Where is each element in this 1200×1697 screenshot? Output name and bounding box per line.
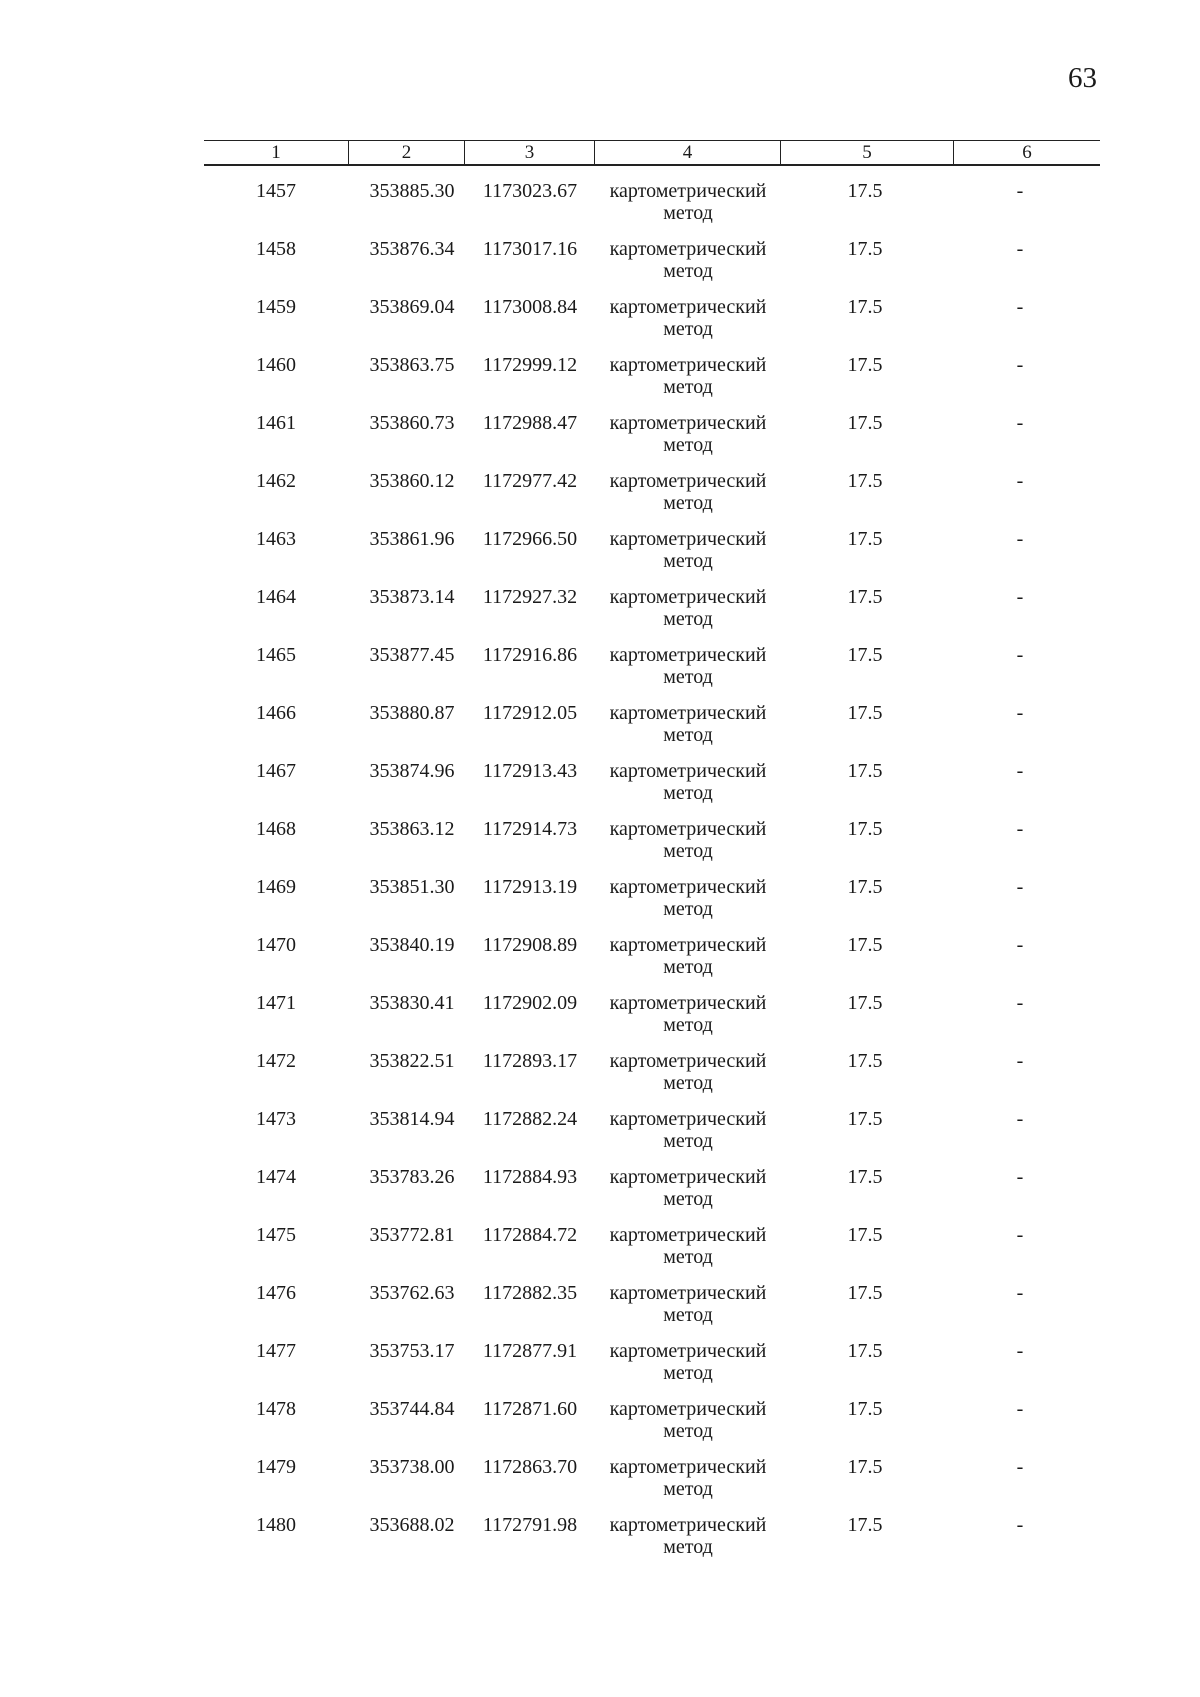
note-cell: - bbox=[1016, 702, 1024, 724]
accuracy-value-cell: 17.5 bbox=[847, 180, 883, 202]
table-row bbox=[0, 644, 1200, 700]
table-row bbox=[0, 1166, 1200, 1222]
table-row bbox=[0, 238, 1200, 294]
coordinate-x-cell: 353822.51 bbox=[369, 1050, 455, 1072]
coordinate-y-cell: 1173017.16 bbox=[482, 238, 578, 260]
method-cell: картометрический метод bbox=[609, 1398, 767, 1442]
accuracy-value-cell: 17.5 bbox=[847, 992, 883, 1014]
method-cell: картометрический метод bbox=[609, 1282, 767, 1326]
coordinate-x-cell: 353814.94 bbox=[369, 1108, 455, 1130]
coordinate-x-cell: 353873.14 bbox=[369, 586, 455, 608]
table-row bbox=[0, 1456, 1200, 1512]
coordinate-x-cell: 353885.30 bbox=[369, 180, 455, 202]
point-number-cell: 1458 bbox=[256, 238, 296, 260]
method-cell: картометрический метод bbox=[609, 702, 767, 746]
note-cell: - bbox=[1016, 296, 1024, 318]
note-cell: - bbox=[1016, 760, 1024, 782]
note-cell: - bbox=[1016, 354, 1024, 376]
method-cell: картометрический метод bbox=[609, 354, 767, 398]
coordinate-x-cell: 353877.45 bbox=[369, 644, 455, 666]
coordinate-y-cell: 1172893.17 bbox=[482, 1050, 578, 1072]
point-number-cell: 1475 bbox=[256, 1224, 296, 1246]
coordinate-y-cell: 1172977.42 bbox=[482, 470, 578, 492]
point-number-cell: 1462 bbox=[256, 470, 296, 492]
table-row bbox=[0, 1514, 1200, 1570]
column-header-2: 2 bbox=[348, 141, 464, 164]
accuracy-value-cell: 17.5 bbox=[847, 1050, 883, 1072]
note-cell: - bbox=[1016, 1224, 1024, 1246]
point-number-cell: 1474 bbox=[256, 1166, 296, 1188]
coordinate-y-cell: 1172966.50 bbox=[482, 528, 578, 550]
coordinate-x-cell: 353851.30 bbox=[369, 876, 455, 898]
accuracy-value-cell: 17.5 bbox=[847, 1166, 883, 1188]
point-number-cell: 1480 bbox=[256, 1514, 296, 1536]
point-number-cell: 1476 bbox=[256, 1282, 296, 1304]
point-number-cell: 1459 bbox=[256, 296, 296, 318]
method-cell: картометрический метод bbox=[609, 1340, 767, 1384]
coordinate-y-cell: 1172988.47 bbox=[482, 412, 578, 434]
accuracy-value-cell: 17.5 bbox=[847, 1456, 883, 1478]
note-cell: - bbox=[1016, 1166, 1024, 1188]
method-cell: картометрический метод bbox=[609, 644, 767, 688]
coordinate-y-cell: 1172999.12 bbox=[482, 354, 578, 376]
coordinate-y-cell: 1172913.19 bbox=[482, 876, 578, 898]
point-number-cell: 1477 bbox=[256, 1340, 296, 1362]
coordinate-x-cell: 353860.12 bbox=[369, 470, 455, 492]
point-number-cell: 1470 bbox=[256, 934, 296, 956]
coordinate-x-cell: 353783.26 bbox=[369, 1166, 455, 1188]
coordinate-y-cell: 1172791.98 bbox=[482, 1514, 578, 1536]
note-cell: - bbox=[1016, 992, 1024, 1014]
point-number-cell: 1461 bbox=[256, 412, 296, 434]
method-cell: картометрический метод bbox=[609, 1050, 767, 1094]
note-cell: - bbox=[1016, 1340, 1024, 1362]
accuracy-value-cell: 17.5 bbox=[847, 470, 883, 492]
method-cell: картометрический метод bbox=[609, 818, 767, 862]
method-cell: картометрический метод bbox=[609, 1166, 767, 1210]
point-number-cell: 1465 bbox=[256, 644, 296, 666]
coordinate-x-cell: 353874.96 bbox=[369, 760, 455, 782]
coordinate-y-cell: 1173023.67 bbox=[482, 180, 578, 202]
coordinate-x-cell: 353860.73 bbox=[369, 412, 455, 434]
table-row bbox=[0, 470, 1200, 526]
accuracy-value-cell: 17.5 bbox=[847, 1224, 883, 1246]
coordinate-y-cell: 1172916.86 bbox=[482, 644, 578, 666]
coordinate-y-cell: 1172913.43 bbox=[482, 760, 578, 782]
table-header bbox=[204, 140, 1100, 166]
coordinate-y-cell: 1172882.35 bbox=[482, 1282, 578, 1304]
accuracy-value-cell: 17.5 bbox=[847, 296, 883, 318]
accuracy-value-cell: 17.5 bbox=[847, 1398, 883, 1420]
table-row bbox=[0, 296, 1200, 352]
note-cell: - bbox=[1016, 1514, 1024, 1536]
note-cell: - bbox=[1016, 818, 1024, 840]
table-row bbox=[0, 702, 1200, 758]
note-cell: - bbox=[1016, 238, 1024, 260]
coordinate-y-cell: 1172912.05 bbox=[482, 702, 578, 724]
method-cell: картометрический метод bbox=[609, 180, 767, 224]
column-header-3: 3 bbox=[464, 141, 594, 164]
point-number-cell: 1460 bbox=[256, 354, 296, 376]
accuracy-value-cell: 17.5 bbox=[847, 702, 883, 724]
point-number-cell: 1464 bbox=[256, 586, 296, 608]
coordinate-y-cell: 1172884.93 bbox=[482, 1166, 578, 1188]
table-row bbox=[0, 1224, 1200, 1280]
accuracy-value-cell: 17.5 bbox=[847, 818, 883, 840]
accuracy-value-cell: 17.5 bbox=[847, 412, 883, 434]
coordinate-x-cell: 353863.12 bbox=[369, 818, 455, 840]
table-row bbox=[0, 354, 1200, 410]
point-number-cell: 1468 bbox=[256, 818, 296, 840]
accuracy-value-cell: 17.5 bbox=[847, 586, 883, 608]
note-cell: - bbox=[1016, 586, 1024, 608]
point-number-cell: 1479 bbox=[256, 1456, 296, 1478]
coordinate-y-cell: 1172914.73 bbox=[482, 818, 578, 840]
accuracy-value-cell: 17.5 bbox=[847, 876, 883, 898]
coordinate-x-cell: 353744.84 bbox=[369, 1398, 455, 1420]
page-number: 63 bbox=[1068, 62, 1097, 94]
coordinate-x-cell: 353738.00 bbox=[369, 1456, 455, 1478]
column-header-1: 1 bbox=[271, 142, 281, 163]
coordinate-x-cell: 353861.96 bbox=[369, 528, 455, 550]
note-cell: - bbox=[1016, 934, 1024, 956]
coordinate-y-cell: 1172927.32 bbox=[482, 586, 578, 608]
point-number-cell: 1471 bbox=[256, 992, 296, 1014]
method-cell: картометрический метод bbox=[609, 238, 767, 282]
table-row bbox=[0, 412, 1200, 468]
method-cell: картометрический метод bbox=[609, 1514, 767, 1558]
note-cell: - bbox=[1016, 1456, 1024, 1478]
accuracy-value-cell: 17.5 bbox=[847, 238, 883, 260]
note-cell: - bbox=[1016, 1398, 1024, 1420]
coordinate-x-cell: 353772.81 bbox=[369, 1224, 455, 1246]
method-cell: картометрический метод bbox=[609, 528, 767, 572]
accuracy-value-cell: 17.5 bbox=[847, 934, 883, 956]
note-cell: - bbox=[1016, 876, 1024, 898]
table-row bbox=[0, 1398, 1200, 1454]
coordinate-y-cell: 1172884.72 bbox=[482, 1224, 578, 1246]
table-row bbox=[0, 180, 1200, 236]
coordinate-y-cell: 1172863.70 bbox=[482, 1456, 578, 1478]
coordinate-y-cell: 1172871.60 bbox=[482, 1398, 578, 1420]
coordinate-x-cell: 353762.63 bbox=[369, 1282, 455, 1304]
note-cell: - bbox=[1016, 1050, 1024, 1072]
coordinate-y-cell: 1172877.91 bbox=[482, 1340, 578, 1362]
coordinate-x-cell: 353876.34 bbox=[369, 238, 455, 260]
method-cell: картометрический метод bbox=[609, 1224, 767, 1268]
accuracy-value-cell: 17.5 bbox=[847, 1108, 883, 1130]
table-row bbox=[0, 992, 1200, 1048]
table-row bbox=[0, 876, 1200, 932]
point-number-cell: 1467 bbox=[256, 760, 296, 782]
accuracy-value-cell: 17.5 bbox=[847, 1340, 883, 1362]
accuracy-value-cell: 17.5 bbox=[847, 528, 883, 550]
method-cell: картометрический метод bbox=[609, 934, 767, 978]
point-number-cell: 1466 bbox=[256, 702, 296, 724]
coordinate-x-cell: 353753.17 bbox=[369, 1340, 455, 1362]
point-number-cell: 1463 bbox=[256, 528, 296, 550]
point-number-cell: 1457 bbox=[256, 180, 296, 202]
accuracy-value-cell: 17.5 bbox=[847, 1282, 883, 1304]
table-row bbox=[0, 760, 1200, 816]
coordinate-x-cell: 353863.75 bbox=[369, 354, 455, 376]
note-cell: - bbox=[1016, 180, 1024, 202]
accuracy-value-cell: 17.5 bbox=[847, 760, 883, 782]
coordinate-x-cell: 353869.04 bbox=[369, 296, 455, 318]
column-header-4: 4 bbox=[594, 141, 780, 164]
method-cell: картометрический метод bbox=[609, 412, 767, 456]
table-row bbox=[0, 934, 1200, 990]
note-cell: - bbox=[1016, 1282, 1024, 1304]
coordinate-y-cell: 1172902.09 bbox=[482, 992, 578, 1014]
method-cell: картометрический метод bbox=[609, 296, 767, 340]
column-header-6: 6 bbox=[953, 141, 1100, 164]
table-row bbox=[0, 1108, 1200, 1164]
method-cell: картометрический метод bbox=[609, 1108, 767, 1152]
note-cell: - bbox=[1016, 528, 1024, 550]
coordinate-y-cell: 1172882.24 bbox=[482, 1108, 578, 1130]
note-cell: - bbox=[1016, 644, 1024, 666]
point-number-cell: 1473 bbox=[256, 1108, 296, 1130]
table-row bbox=[0, 1050, 1200, 1106]
table-row bbox=[0, 1282, 1200, 1338]
column-header-5: 5 bbox=[780, 141, 953, 164]
coordinate-x-cell: 353880.87 bbox=[369, 702, 455, 724]
accuracy-value-cell: 17.5 bbox=[847, 644, 883, 666]
coordinate-y-cell: 1173008.84 bbox=[482, 296, 578, 318]
point-number-cell: 1469 bbox=[256, 876, 296, 898]
accuracy-value-cell: 17.5 bbox=[847, 354, 883, 376]
table-row bbox=[0, 528, 1200, 584]
table-row bbox=[0, 818, 1200, 874]
table-row bbox=[0, 1340, 1200, 1396]
coordinate-x-cell: 353688.02 bbox=[369, 1514, 455, 1536]
note-cell: - bbox=[1016, 470, 1024, 492]
point-number-cell: 1472 bbox=[256, 1050, 296, 1072]
coordinate-x-cell: 353840.19 bbox=[369, 934, 455, 956]
method-cell: картометрический метод bbox=[609, 876, 767, 920]
note-cell: - bbox=[1016, 1108, 1024, 1130]
method-cell: картометрический метод bbox=[609, 760, 767, 804]
accuracy-value-cell: 17.5 bbox=[847, 1514, 883, 1536]
method-cell: картометрический метод bbox=[609, 470, 767, 514]
method-cell: картометрический метод bbox=[609, 586, 767, 630]
note-cell: - bbox=[1016, 412, 1024, 434]
coordinate-x-cell: 353830.41 bbox=[369, 992, 455, 1014]
coordinate-y-cell: 1172908.89 bbox=[482, 934, 578, 956]
point-number-cell: 1478 bbox=[256, 1398, 296, 1420]
table-row bbox=[0, 586, 1200, 642]
method-cell: картометрический метод bbox=[609, 1456, 767, 1500]
method-cell: картометрический метод bbox=[609, 992, 767, 1036]
